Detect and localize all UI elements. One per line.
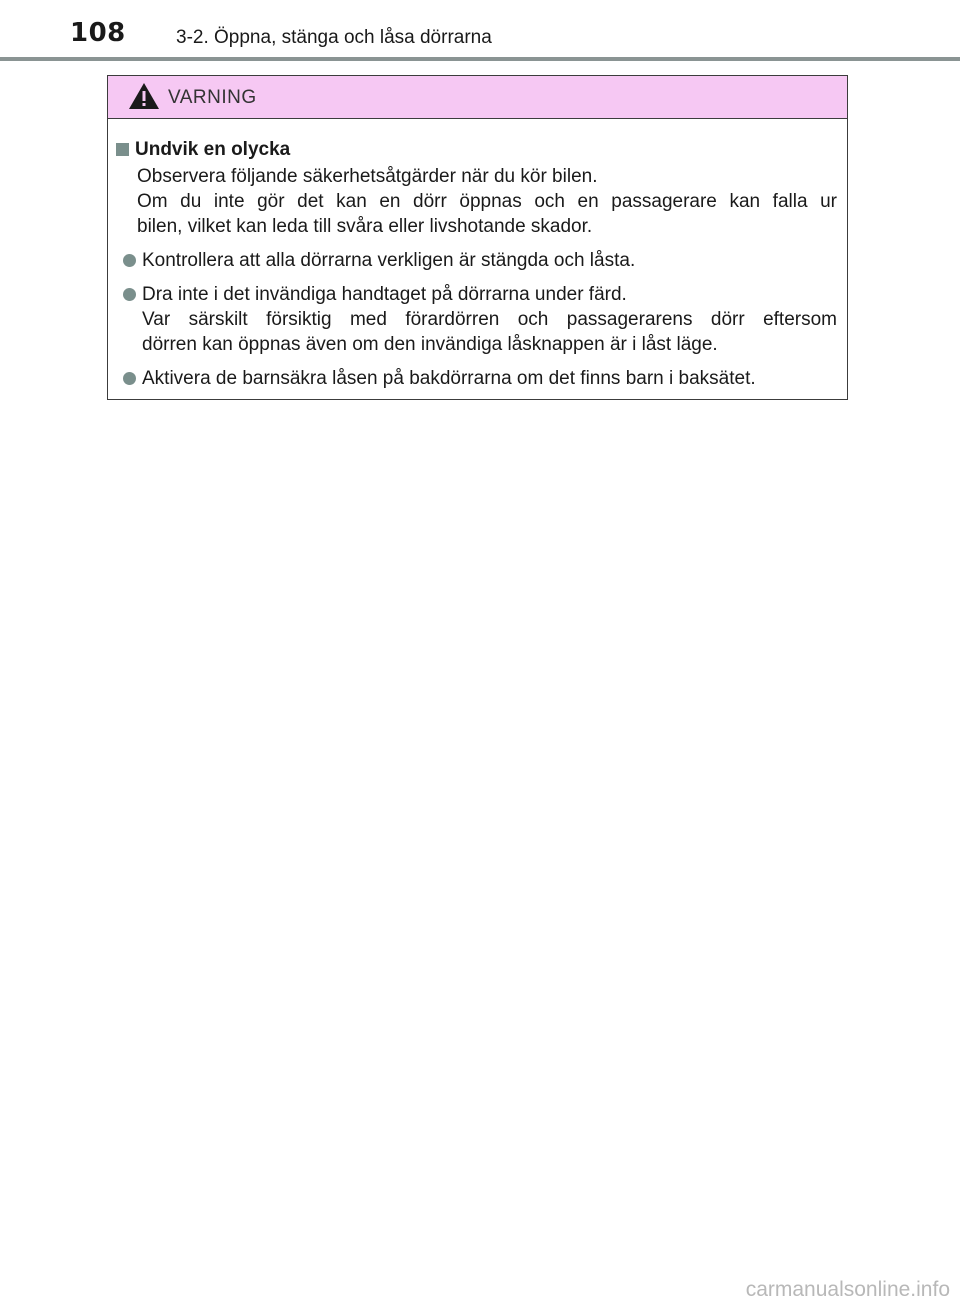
list-item-line: dörren kan öppnas även om den invändiga låsknappen är i låst läge. [142, 334, 718, 355]
warning-header [108, 76, 847, 119]
list-item [116, 366, 837, 391]
page-number: 108 [70, 18, 126, 48]
list-item-text [142, 248, 837, 273]
warning-triangle-icon [128, 82, 160, 110]
warning-intro [116, 164, 837, 239]
list-item-line: Kontrollera att alla dörrarna verkligen är stängda och låsta. [142, 250, 636, 271]
square-bullet-icon [116, 143, 129, 156]
round-bullet-icon [123, 372, 136, 385]
intro-line: Om du inte gör det kan en dörr öppnas och en passagerare kan falla ur [137, 191, 837, 212]
warning-subheading [116, 137, 837, 162]
round-bullet-icon [123, 288, 136, 301]
warning-label: VARNING [168, 87, 257, 108]
list-item-line: Aktivera de barnsäkra låsen på bakdörrarna om det finns barn i baksätet. [142, 368, 756, 389]
round-bullet-icon [123, 254, 136, 267]
warning-subheading-text: Undvik en olycka [135, 139, 291, 160]
watermark: carmanualsonline.info [745, 1278, 950, 1301]
intro-line: Observera följande säkerhetsåtgärder när du kör bilen. [137, 166, 598, 187]
warning-body [108, 119, 847, 391]
section-title: 3-2. Öppna, stänga och låsa dörrarna [176, 27, 492, 48]
header-rule [0, 57, 960, 61]
list-item-text [142, 282, 837, 357]
list-item-text [142, 366, 837, 391]
intro-line: bilen, vilket kan leda till svåra eller livshotande skador. [137, 216, 593, 237]
list-item-line: Var särskilt försiktig med förardörren och passagerarens dörr eftersom [142, 309, 837, 330]
warning-box [107, 75, 848, 400]
page-header [0, 0, 960, 62]
list-item [116, 282, 837, 357]
list-item [116, 248, 837, 273]
list-item-line: Dra inte i det invändiga handtaget på dörrarna under färd. [142, 284, 627, 305]
